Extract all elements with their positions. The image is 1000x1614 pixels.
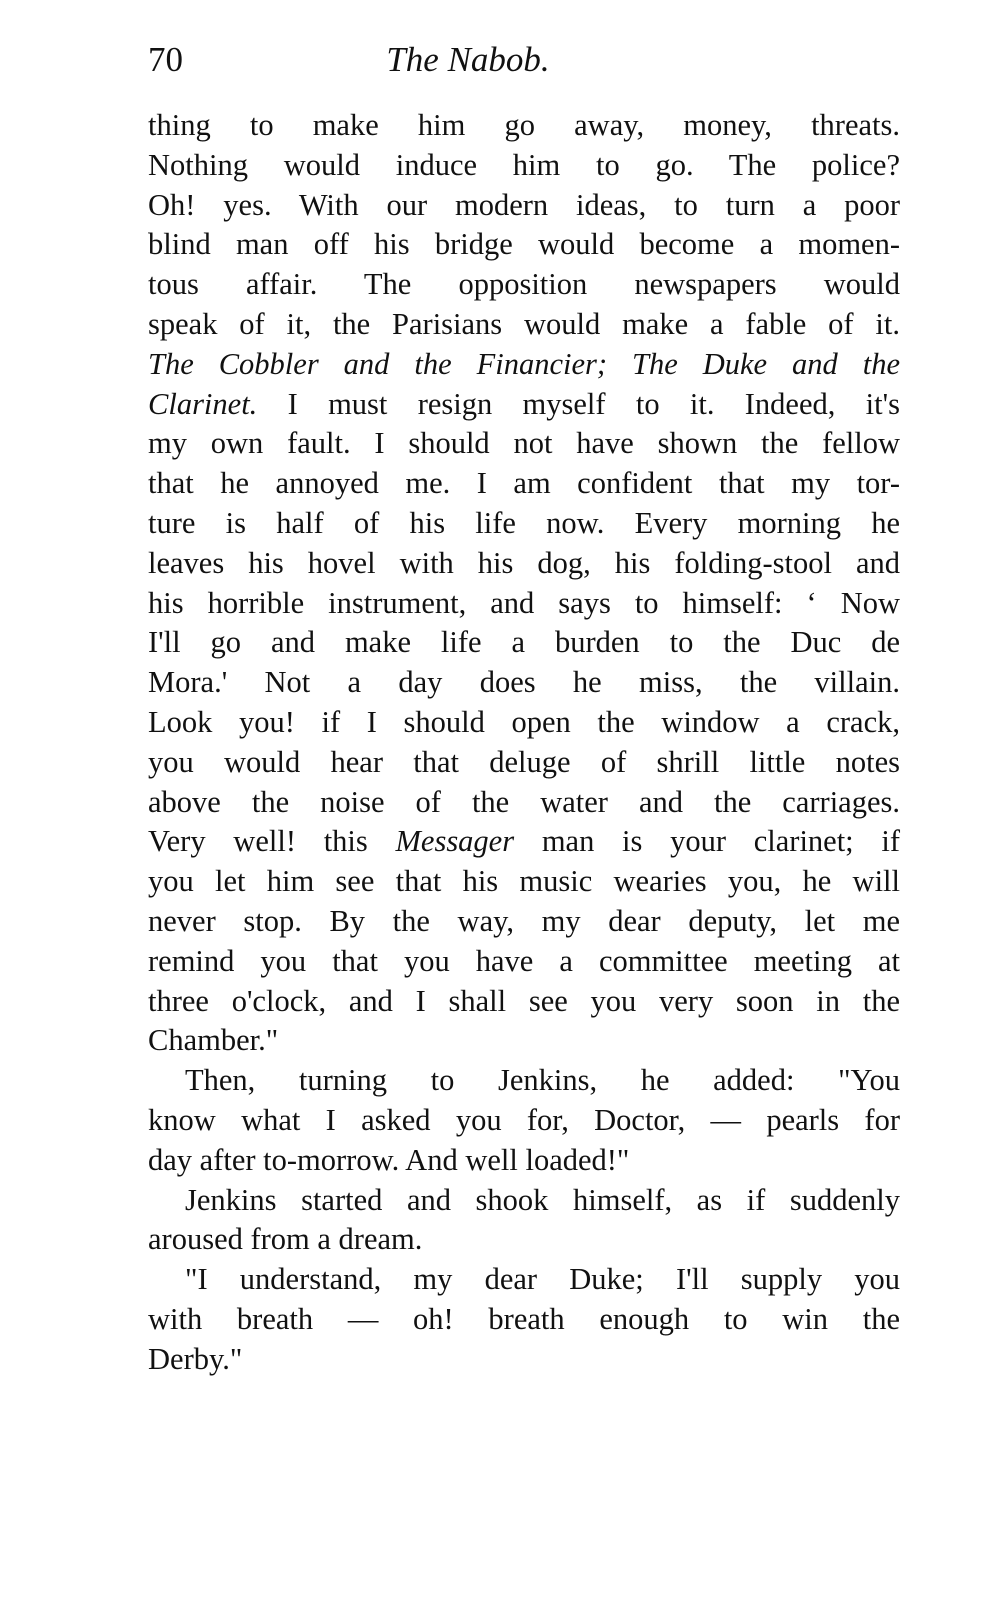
- running-head: [148, 36, 900, 84]
- text-line: Look you! if I should open the window a crack,: [148, 704, 900, 739]
- text-line: his horrible instrument, and says to himself: ‘ Now: [148, 585, 900, 620]
- page-number: 70: [148, 40, 183, 79]
- text-line: aroused from a dream.: [148, 1222, 423, 1257]
- paragraph: [148, 1260, 900, 1379]
- text-line: remind you that you have a committee meeting at: [148, 943, 900, 978]
- paragraph: [148, 1181, 900, 1261]
- text-line: I'll go and make life a burden to the Duc de: [148, 625, 900, 660]
- italic-word: Messager: [395, 824, 515, 859]
- text-line: Very well! this Messager man is your clarinet; if: [148, 824, 901, 859]
- text-line: "I understand, my dear Duke; I'll supply you: [185, 1262, 900, 1297]
- text-line: ture is half of his life now. Every morning he: [148, 505, 900, 540]
- text-line: Derby.": [148, 1341, 243, 1376]
- text-line: Oh! yes. With our modern ideas, to turn a poor: [148, 187, 900, 222]
- text-line: that he annoyed me. I am confident that my tor-: [148, 466, 900, 501]
- text-line: tous affair. The opposition newspapers would: [148, 267, 900, 302]
- text-line: you let him see that his music wearies you, he will: [148, 864, 900, 899]
- text-line: Nothing would induce him to go. The police?: [148, 147, 900, 182]
- text-line: speak of it, the Parisians would make a fable of it.: [148, 306, 900, 341]
- text-line: day after to-morrow. And well loaded!": [148, 1142, 630, 1177]
- paragraph: [148, 1061, 900, 1180]
- running-title: The Nabob.: [386, 40, 550, 79]
- text-line: my own fault. I should not have shown the fellow: [148, 426, 900, 461]
- text-line: blind man off his bridge would become a momen-: [148, 227, 900, 262]
- text-line: Chamber.": [148, 1023, 279, 1058]
- text-line: Clarinet. I must resign myself to it. Indeed, it's: [148, 386, 900, 421]
- text-line: thing to make him go away, money, threats.: [148, 108, 900, 142]
- text-line: [148, 345, 900, 385]
- text-line: know what I asked you for, Doctor, — pearls for: [148, 1102, 900, 1137]
- italic-title-line: The Cobbler and the Financier; The Duke and the: [148, 346, 900, 381]
- italic-word: Clarinet.: [148, 386, 258, 421]
- text-line: never stop. By the way, my dear deputy, let me: [148, 903, 900, 938]
- body-text: [148, 106, 900, 1380]
- text-line: three o'clock, and I shall see you very soon in the: [148, 983, 900, 1018]
- text-line: with breath — oh! breath enough to win the: [148, 1301, 900, 1336]
- text-line: leaves his hovel with his dog, his folding-stool and: [148, 545, 900, 580]
- text-line: above the noise of the water and the carriages.: [148, 784, 900, 819]
- text-line: you would hear that deluge of shrill little notes: [148, 744, 900, 779]
- text-line: Then, turning to Jenkins, he added: "You: [185, 1063, 900, 1098]
- paragraph: [148, 106, 900, 1061]
- text-line: Jenkins started and shook himself, as if suddenly: [185, 1182, 900, 1217]
- text-line: Mora.' Not a day does he miss, the villain.: [148, 665, 900, 700]
